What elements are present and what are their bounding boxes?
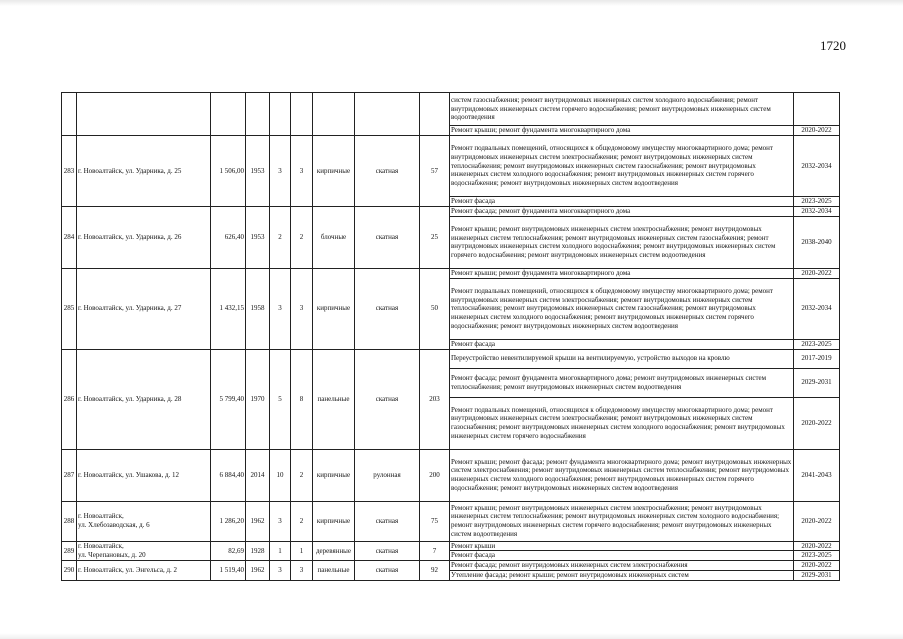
period-cell: 2020-2022 (794, 397, 840, 449)
entrances-cell: 3 (291, 561, 313, 581)
address-cell (77, 349, 211, 449)
floors-cell: 3 (270, 561, 291, 581)
house-number-cell: 283 (62, 136, 77, 207)
work-types-cell: Ремонт фасада (450, 197, 794, 207)
wall-material-cell: деревянные (313, 541, 355, 561)
period-cell: 2020-2022 (794, 561, 840, 571)
apartments-cell: 75 (420, 501, 450, 541)
address-cell (77, 561, 211, 581)
page-number: 1720 (820, 38, 846, 53)
work-types-cell: Ремонт крыши; ремонт фундамента многоквартирного дома (450, 126, 794, 136)
wall-material-cell: блочные (313, 207, 355, 269)
wall-material-cell: кирпичные (313, 449, 355, 501)
year-cell: 1953 (246, 136, 270, 207)
floors-cell: 3 (270, 501, 291, 541)
area-cell: 6 884,40 (211, 449, 246, 501)
period-cell: 2029-2031 (794, 368, 840, 397)
period-cell: 2023-2025 (794, 339, 840, 349)
entrances-cell: 1 (291, 541, 313, 561)
year-cell: 1962 (246, 501, 270, 541)
work-types-cell: Ремонт крыши (450, 541, 794, 551)
floors-cell: 3 (270, 136, 291, 207)
roof-type-cell (355, 93, 420, 136)
apartments-cell: 200 (420, 449, 450, 501)
work-types-cell: Ремонт крыши; ремонт фундамента многоквартирного дома (450, 268, 794, 278)
area-cell: 1 519,40 (211, 561, 246, 581)
address-line: г. Новоалтайск, (78, 542, 124, 551)
area-cell: 5 799,40 (211, 349, 246, 449)
area-cell: 626,40 (211, 207, 246, 269)
work-types-cell: Ремонт крыши; ремонт внутридомовых инженерных систем электроснабжения; ремонт внутридомовых инженерных систем теплоснабжения; ремонт внутридомовых инженерных систем холодного водоснабжения; ремонт внутридомовых инженерных систем горячего водоснабжения; ремонт внутридомовых инженерных систем водоотведения (450, 501, 794, 541)
house-number-cell (62, 93, 77, 136)
scan-edge-top (0, 0, 903, 6)
apartments-cell: 203 (420, 349, 450, 449)
table-row (62, 349, 840, 368)
roof-type-cell: скатная (355, 268, 420, 349)
period-cell: 2017-2019 (794, 349, 840, 368)
area-cell: 1 432,15 (211, 268, 246, 349)
period-cell: 2020-2022 (794, 501, 840, 541)
repair-program-table (61, 92, 840, 581)
address-line: г. Новоалтайск, ул. Ушакова, д. 12 (78, 470, 180, 479)
period-cell (794, 93, 840, 126)
work-types-cell: Ремонт крыши; ремонт фасада; ремонт фундамента многоквартирного дома; ремонт внутридомовых инженерных систем электроснабжения; ремонт внутридомовых инженерных систем теплоснабжения; ремонт внутридомовых инженерных систем холодного водоснабжения; ремонт внутридомовых инженерных систем горячего водоснабжения; ремонт внутридомовых инженерных систем водоотведения (450, 449, 794, 501)
address-line: г. Новоалтайск, ул. Ударника, д. 25 (78, 166, 182, 175)
apartments-cell: 7 (420, 541, 450, 561)
entrances-cell: 3 (291, 136, 313, 207)
year-cell: 1928 (246, 541, 270, 561)
apartments-cell: 92 (420, 561, 450, 581)
table-row (62, 136, 840, 197)
work-types-cell: Ремонт фасада; ремонт внутридомовых инженерных систем электроснабжения (450, 561, 794, 571)
period-cell: 2020-2022 (794, 541, 840, 551)
wall-material-cell: панельные (313, 561, 355, 581)
work-types-cell: Ремонт фасада; ремонт фундамента многоквартирного дома (450, 207, 794, 217)
roof-type-cell: скатная (355, 541, 420, 561)
table-row (62, 449, 840, 501)
wall-material-cell: кирпичные (313, 501, 355, 541)
period-cell: 2032-2034 (794, 207, 840, 217)
floors-cell: 3 (270, 268, 291, 349)
floors-cell: 1 (270, 541, 291, 561)
entrances-cell: 3 (291, 268, 313, 349)
apartments-cell: 57 (420, 136, 450, 207)
table-row (62, 268, 840, 278)
roof-type-cell: скатная (355, 501, 420, 541)
scan-edge-bottom (0, 633, 903, 639)
area-cell: 82,69 (211, 541, 246, 561)
address-cell (77, 449, 211, 501)
work-types-cell: систем газоснабжения; ремонт внутридомовых инженерных систем холодного водоснабжения; ремонт внутридомовых инженерных систем горячего водоснабжения; ремонт внутридомовых инженерных систем водоотведения (450, 93, 794, 126)
period-cell: 2020-2022 (794, 268, 840, 278)
work-types-cell: Ремонт фасада (450, 551, 794, 561)
table-row (62, 93, 840, 126)
address-line: г. Новоалтайск, ул. Энгельса, д. 2 (78, 566, 178, 575)
period-cell: 2020-2022 (794, 126, 840, 136)
area-cell (211, 93, 246, 136)
address-cell (77, 93, 211, 136)
house-number-cell: 288 (62, 501, 77, 541)
apartments-cell (420, 93, 450, 136)
table-row (62, 561, 840, 571)
house-number-cell: 290 (62, 561, 77, 581)
work-types-cell: Ремонт фасада (450, 339, 794, 349)
period-cell: 2023-2025 (794, 197, 840, 207)
table-row (62, 501, 840, 541)
year-cell: 1958 (246, 268, 270, 349)
work-types-cell: Ремонт подвальных помещений, относящихся к общедомовому имуществу многоквартирного дома; ремонт внутридомовых инженерных систем электроснабжения; ремонт внутридомовых инженерных систем теплоснабжения; ремонт внутридомовых инженерных систем газоснабжения; ремонт внутридомовых инженерных систем холодного водоснабжения; ремонт внутридомовых инженерных систем горячего водоснабжения; ремонт внутридомовых инженерных систем водоотведения (450, 278, 794, 339)
wall-material-cell (313, 93, 355, 136)
entrances-cell: 8 (291, 349, 313, 449)
floors-cell: 2 (270, 207, 291, 269)
address-cell (77, 207, 211, 269)
entrances-cell: 2 (291, 207, 313, 269)
work-types-cell: Утепление фасада; ремонт крыши; ремонт внутридомовых инженерных систем (450, 571, 794, 581)
roof-type-cell: скатная (355, 561, 420, 581)
roof-type-cell: скатная (355, 136, 420, 207)
house-number-cell: 285 (62, 268, 77, 349)
address-line: ул. Хлебозаводская, д. 6 (78, 521, 150, 530)
year-cell: 1970 (246, 349, 270, 449)
roof-type-cell: скатная (355, 349, 420, 449)
address-line: г. Новоалтайск, ул. Ударника, д. 27 (78, 304, 182, 313)
address-cell (77, 136, 211, 207)
period-cell: 2032-2034 (794, 278, 840, 339)
table-body (62, 93, 840, 581)
address-cell (77, 268, 211, 349)
entrances-cell (291, 93, 313, 136)
year-cell: 2014 (246, 449, 270, 501)
house-number-cell: 289 (62, 541, 77, 561)
period-cell: 2023-2025 (794, 551, 840, 561)
address-line: г. Новоалтайск, ул. Ударника, д. 26 (78, 233, 182, 241)
area-cell: 1 286,20 (211, 501, 246, 541)
period-cell: 2041-2043 (794, 449, 840, 501)
address-line: г. Новоалтайск, ул. Ударника, д. 28 (78, 394, 182, 403)
period-cell: 2038-2040 (794, 216, 840, 268)
roof-type-cell: скатная (355, 207, 420, 269)
house-number-cell: 284 (62, 207, 77, 269)
wall-material-cell: панельные (313, 349, 355, 449)
apartments-cell: 50 (420, 268, 450, 349)
area-cell: 1 506,00 (211, 136, 246, 207)
house-number-cell: 287 (62, 449, 77, 501)
wall-material-cell: кирпичные (313, 136, 355, 207)
year-cell: 1953 (246, 207, 270, 269)
floors-cell: 5 (270, 349, 291, 449)
work-types-cell: Ремонт подвальных помещений, относящихся к общедомовому имуществу многоквартирного дома; ремонт внутридомовых инженерных систем электроснабжения; ремонт внутридомовых инженерных систем теплоснабжения; ремонт внутридомовых инженерных систем газоснабжения; ремонт внутридомовых инженерных систем холодного водоснабжения; ремонт внутридомовых инженерных систем горячего водоснабжения; ремонт внутридомовых инженерных систем водоотведения (450, 136, 794, 197)
work-types-cell: Ремонт подвальных помещений, относящихся к общедомовому имуществу многоквартирного дома; ремонт внутридомовых инженерных систем электроснабжения; ремонт внутридомовых инженерных систем газоснабжения; ремонт внутридомовых инженерных систем холодного водоснабжения; ремонт внутридомовых инженерных систем горячего водоснабжения (450, 397, 794, 449)
table-row (62, 207, 840, 217)
address-cell (77, 501, 211, 541)
wall-material-cell: кирпичные (313, 268, 355, 349)
entrances-cell: 2 (291, 501, 313, 541)
work-types-cell: Ремонт крыши; ремонт внутридомовых инженерных систем электроснабжения; ремонт внутридомовых инженерных систем теплоснабжения; ремонт внутридомовых инженерных систем газоснабжения; ремонт внутридомовых инженерных систем холодного водоснабжения; ремонт внутридомовых инженерных систем горячего водоснабжения; ремонт внутридомовых инженерных систем водоотведения (450, 216, 794, 268)
entrances-cell: 2 (291, 449, 313, 501)
roof-type-cell: рулонная (355, 449, 420, 501)
period-cell: 2029-2031 (794, 571, 840, 581)
house-number-cell: 286 (62, 349, 77, 449)
address-line: ул. Черепановых, д. 20 (78, 550, 146, 559)
period-cell: 2032-2034 (794, 136, 840, 197)
address-line: г. Новоалтайск, (78, 512, 124, 521)
work-types-cell: Переустройство невентилируемой крыши на вентилируемую, устройство выходов на кровлю (450, 349, 794, 368)
table-row (62, 541, 840, 551)
floors-cell (270, 93, 291, 136)
year-cell: 1962 (246, 561, 270, 581)
address-cell (77, 541, 211, 561)
floors-cell: 10 (270, 449, 291, 501)
year-cell (246, 93, 270, 136)
apartments-cell: 25 (420, 207, 450, 269)
work-types-cell: Ремонт фасада; ремонт фундамента многоквартирного дома; ремонт внутридомовых инженерных систем теплоснабжения; ремонт внутридомовых инженерных систем водоотведения (450, 368, 794, 397)
